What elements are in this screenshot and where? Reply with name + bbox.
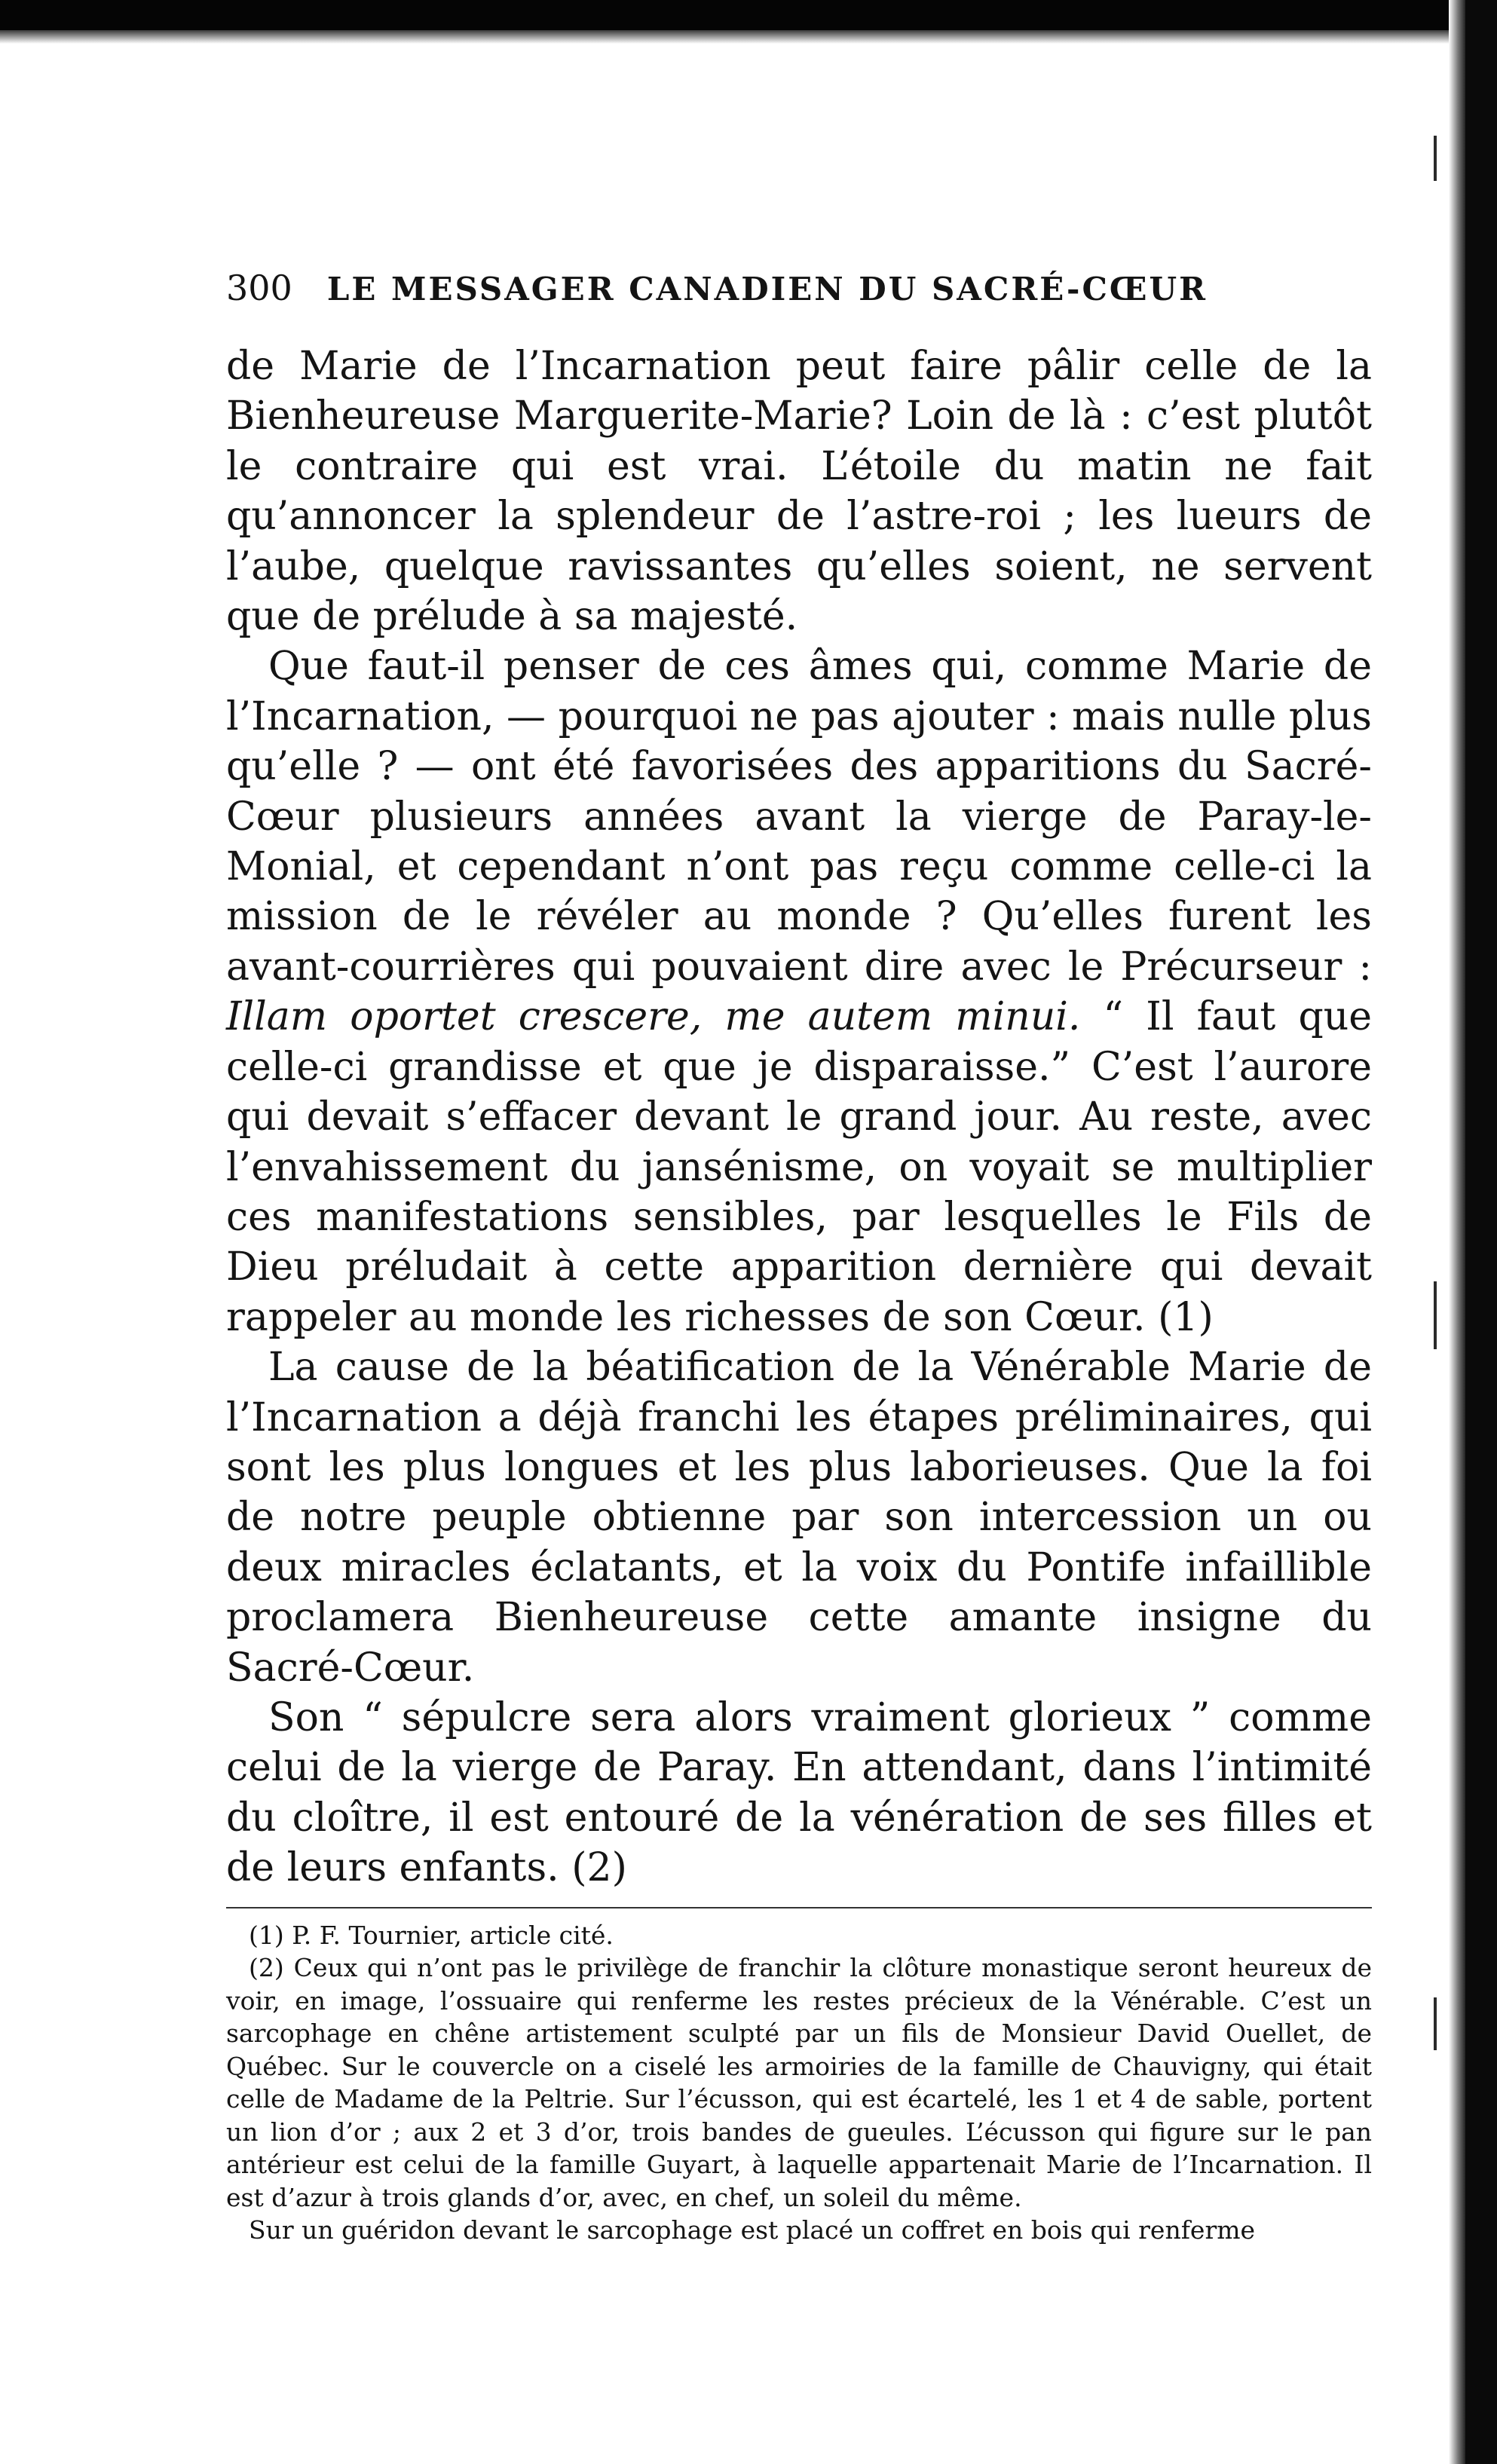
footnote-3: Sur un guéridon devant le sarcophage est placé un coffret en bois qui renferme [249,2215,1256,2245]
paragraph-2-text-before: Que faut-il penser de ces âmes qui, comme Marie de l’Incarnation, — pourquoi ne pas ajouter : mais nulle plus qu’elle ? — ont été favorisées des apparitions du Sacré-Cœur plusieurs années avant la vierge de Paray-le-Monial, et cependant n’ont pas reçu comme celle-ci la mission de le révéler au monde ? Qu’elles furent les avant-courrières qui pouvaient dire avec le Précurseur : [226,644,1372,990]
footnotes [226,1919,1372,2247]
running-head-title: LE MESSAGER CANADIEN DU SACRÉ-CŒUR [326,271,1208,308]
footnote-1: (1) P. F. Tournier, article cité. [249,1920,614,1950]
footnote-2: (2) Ceux qui n’ont pas le privilège de franchir la clôture monastique seront heureux de voir, en image, l’ossuaire qui renferme les restes précieux de la Vénérable. C’est un sarcophage en chêne artistement sculpté par un fils de Monsieur David Ouellet, de Québec. Sur le couvercle on a ciselé les armoiries de la famille de Chauvigny, qui était celle de Madame de la Peltrie. Sur l’écusson, qui est écartelé, les 1 et 4 de sable, portent un lion d’or ; aux 2 et 3 d’or, trois bandes de gueules. L’écusson qui figure sur le pan antérieur est celui de la famille Guyart, à laquelle appartenait Marie de l’Incarnation. Il est d’azur à trois glands d’or, avec, en chef, un soleil du même. [226,1953,1372,2212]
scan-speck [1434,1997,1437,2050]
footnote-divider [226,1907,1372,1908]
latin-quotation: Illam oportet crescere, me autem minui. [226,994,1081,1040]
book-page [226,268,1372,2247]
scan-top-border [0,0,1497,30]
paragraph-2 [226,641,1372,1342]
scan-right-border [1465,0,1497,2464]
scan-speck [1434,1281,1437,1349]
paragraph-2-text-after: “ Il faut que celle-ci grandisse et que je disparaisse.” C’est l’aurore qui devait s’effacer devant le grand jour. Au reste, avec l’envahissement du jansénisme, on voyait se multiplier ces manifestations sensibles, par lesquelles le Fils de Dieu préludait à cette apparition dernière qui devait rappeler au monde les richesses de son Cœur. (1) [226,994,1372,1340]
body-text [226,341,1372,1893]
running-head [226,268,1372,320]
paragraph-1: de Marie de l’Incarnation peut faire pâlir celle de la Bienheureuse Marguerite-Marie? Loin de là : c’est plutôt le contraire qui est vrai. L’étoile du matin ne fait qu’annoncer la splendeur de l’astre-roi ; les lueurs de l’aube, quelque ravissantes qu’elles soient, ne servent que de prélude à sa majesté. [226,344,1372,640]
scan-speck [1434,136,1437,181]
paragraph-3: La cause de la béatification de la Vénérable Marie de l’Incarnation a déjà franchi les étapes préliminaires, qui sont les plus longues et les plus laborieuses. Que la foi de notre peuple obtienne par son intercession un ou deux miracles éclatants, et la voix du Pontife infaillible proclamera Bienheureuse cette amante insigne du Sacré-Cœur. [226,1345,1372,1691]
scan-right-shadow [1449,0,1465,2464]
paragraph-4: Son “ sépulcre sera alors vraiment glorieux ” comme celui de la vierge de Paray. En attendant, dans l’intimité du cloître, il est entouré de la vénération de ses filles et de leurs enfants. (2) [226,1694,1372,1891]
scan-top-shadow [0,30,1497,44]
page-number: 300 [226,268,292,308]
